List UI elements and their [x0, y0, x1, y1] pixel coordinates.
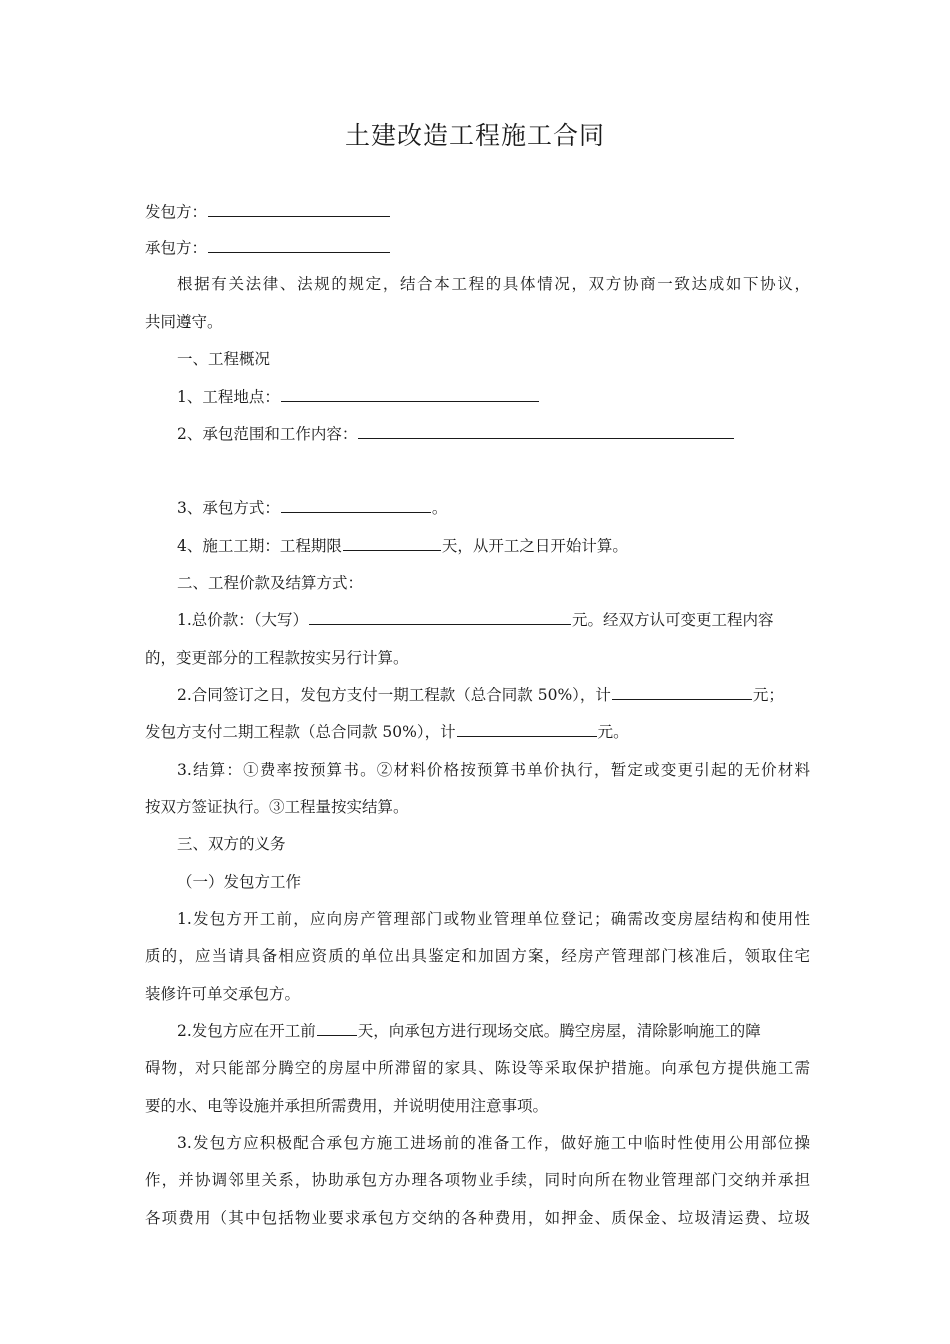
- preamble-line-2: 共同遵守。: [145, 313, 223, 331]
- client-item-2-line-3: 要的水、电等设施并承担所需费用，并说明使用注意事项。: [145, 1097, 549, 1115]
- total-price-line-2: 的，变更部分的工程款按实另行计算。: [145, 649, 409, 667]
- client-item-2-label: 2.发包方应在开工前: [177, 1022, 316, 1040]
- method-blank: [281, 498, 431, 513]
- period-line: [177, 536, 810, 556]
- payment-2-line: [145, 722, 810, 742]
- party-b-line: [145, 238, 810, 258]
- subsection-client-work: （一）发包方工作: [177, 873, 302, 891]
- client-item-2-line-1: [177, 1021, 810, 1041]
- section-3-heading: 三、双方的义务: [177, 835, 286, 853]
- method-end: 。: [431, 499, 448, 517]
- party-b-label: 承包方：: [145, 239, 208, 257]
- payment-2-blank: [457, 722, 597, 737]
- total-price-label: 1.总价款：（大写）: [177, 611, 309, 629]
- payment-1-label: 2.合同签订之日，发包方支付一期工程款（总合同款 50%），计: [177, 686, 611, 704]
- client-item-1-line-1: 1.发包方开工前，应向房产管理部门或物业管理单位登记；确需改变房屋结构和使用性: [177, 910, 810, 928]
- location-label: 1、工程地点：: [177, 388, 280, 406]
- document-title: 土建改造工程施工合同: [344, 121, 605, 150]
- payment-2-unit: 元。: [597, 723, 629, 741]
- location-line: [177, 387, 810, 407]
- method-label: 3、承包方式：: [177, 499, 280, 517]
- period-label: 4、施工工期：工程期限: [177, 537, 342, 555]
- scope-label: 2、承包范围和工作内容：: [177, 425, 358, 443]
- party-a-line: [145, 202, 810, 222]
- payment-1-line: [177, 685, 810, 705]
- payment-1-blank: [612, 685, 752, 700]
- period-text: 天，从开工之日开始计算。: [441, 537, 628, 555]
- party-b-blank: [208, 238, 390, 253]
- settlement-line-2: 按双方签证执行。③工程量按实结算。: [145, 798, 409, 816]
- preamble-line-1: 根据有关法律、法规的规定，结合本工程的具体情况，双方协商一致达成如下协议，: [177, 275, 810, 293]
- client-item-2-text: 天，向承包方进行现场交底。腾空房屋，清除影响施工的障: [357, 1022, 761, 1040]
- section-1-heading: 一、工程概况: [177, 350, 271, 368]
- client-item-3-line-1: 3.发包方应积极配合承包方施工进场前的准备工作，做好施工中临时性使用公用部位操: [177, 1134, 810, 1152]
- payment-1-unit: 元；: [752, 686, 784, 704]
- client-item-3-line-2: 作，并协调邻里关系，协助承包方办理各项物业手续，同时向所在物业管理部门交纳并承担: [145, 1171, 810, 1189]
- scope-line: [177, 424, 810, 444]
- method-line: [177, 498, 810, 518]
- payment-2-label: 发包方支付二期工程款（总合同款 50%），计: [145, 723, 456, 741]
- total-price-line: [177, 610, 810, 630]
- handover-days-blank: [317, 1021, 357, 1036]
- client-item-2-line-2: 碍物，对只能部分腾空的房屋中所滞留的家具、陈设等采取保护措施。向承包方提供施工需: [145, 1059, 810, 1077]
- party-a-blank: [208, 202, 390, 217]
- total-price-blank: [309, 610, 571, 625]
- section-2-heading: 二、工程价款及结算方式：: [177, 574, 364, 592]
- period-blank: [343, 536, 441, 551]
- settlement-line-1: 3.结算：①费率按预算书。②材料价格按预算书单价执行，暂定或变更引起的无价材料: [177, 761, 810, 779]
- scope-blank: [358, 424, 734, 439]
- location-blank: [281, 387, 539, 402]
- client-item-3-line-3: 各项费用（其中包括物业要求承包方交纳的各种费用，如押金、质保金、垃圾清运费、垃圾: [145, 1209, 810, 1227]
- party-a-label: 发包方：: [145, 203, 208, 221]
- client-item-1-line-2: 质的，应当请具备相应资质的单位出具鉴定和加固方案，经房产管理部门核准后，领取住宅: [145, 947, 810, 965]
- client-item-1-line-3: 装修许可单交承包方。: [145, 985, 301, 1003]
- total-price-text: 元。经双方认可变更工程内容: [572, 611, 774, 629]
